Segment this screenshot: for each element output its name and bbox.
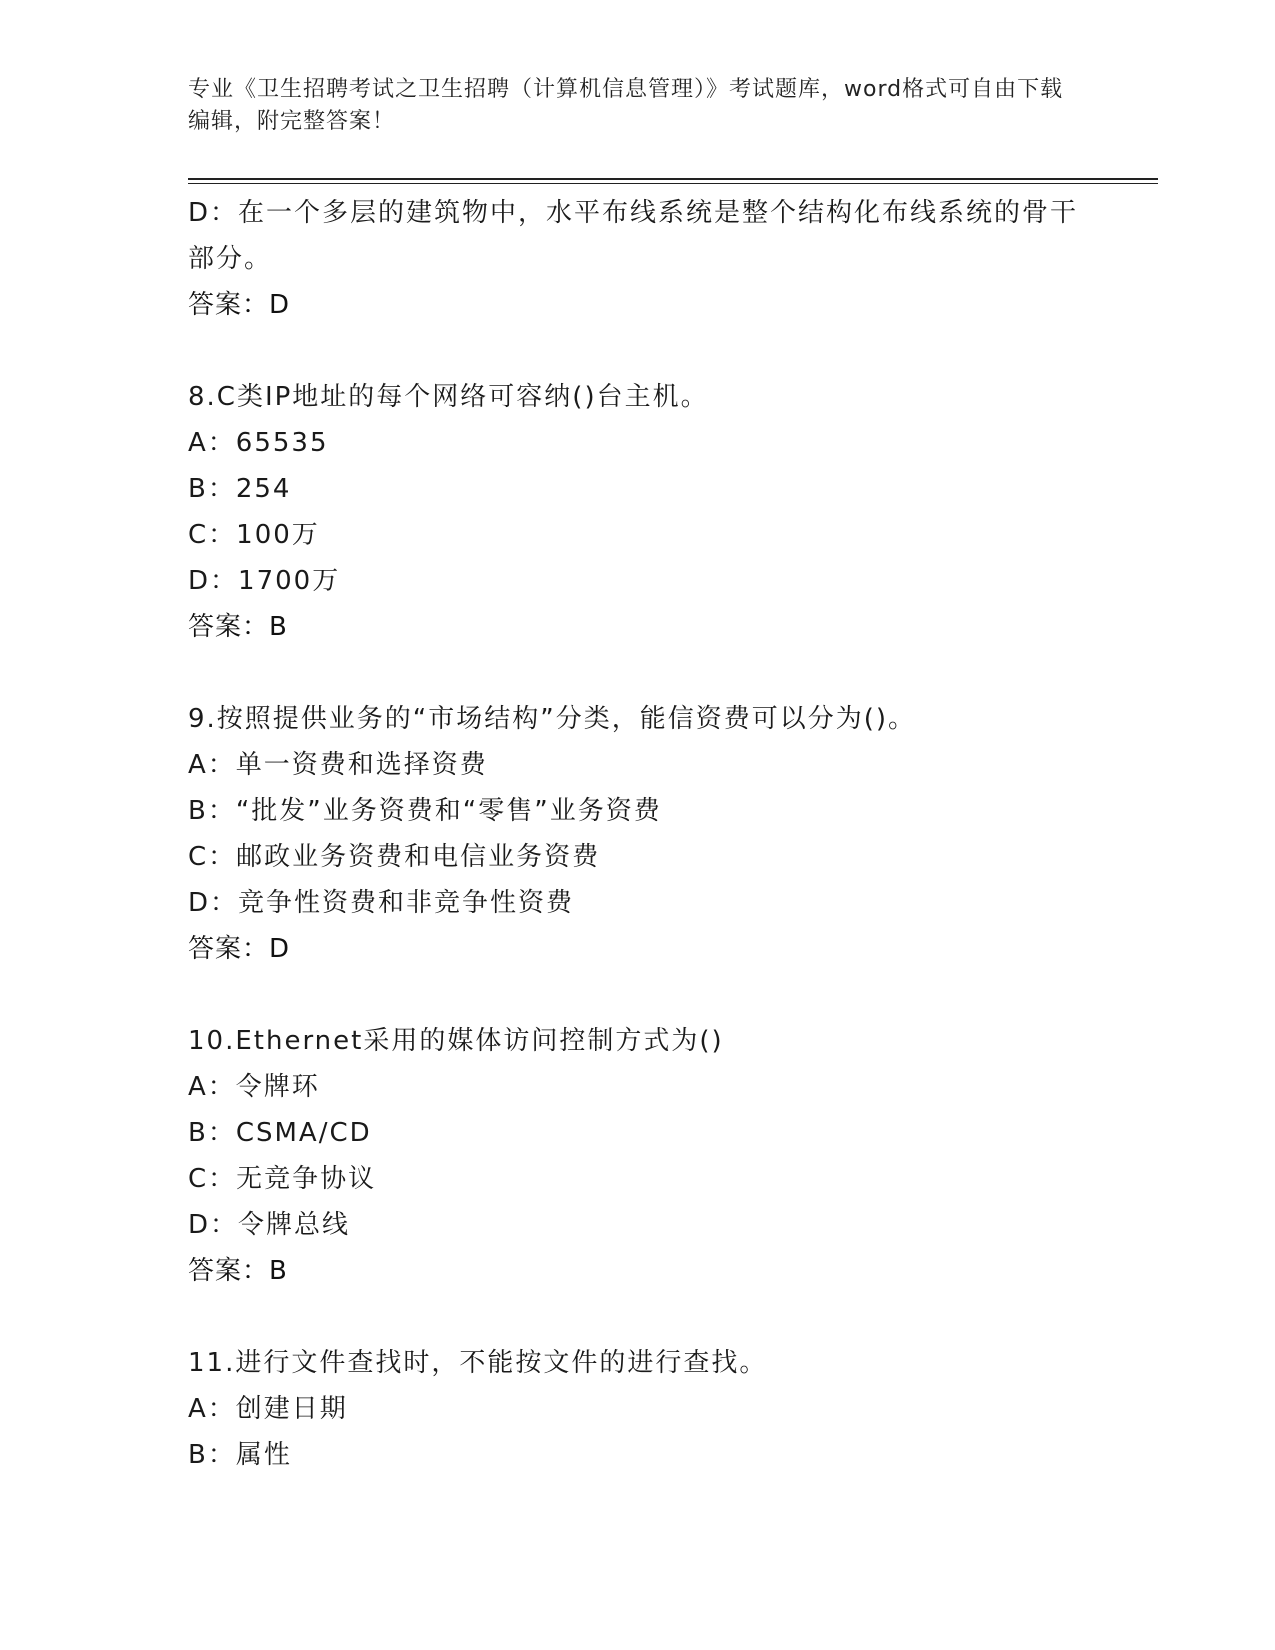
option-b: B：254 <box>188 474 292 504</box>
option-d: D：竞争性资费和非竞争性资费 <box>188 888 575 918</box>
question-stem: 8.C类IP地址的每个网络可容纳()台主机。 <box>188 382 709 412</box>
option-c: C：100万 <box>188 520 320 550</box>
question-stem: 9.按照提供业务的“市场结构”分类，能信资费可以分为()。 <box>188 704 917 734</box>
option-c: C：无竞争协议 <box>188 1164 377 1194</box>
question-9 <box>188 696 1088 972</box>
option-c: C：邮政业务资费和电信业务资费 <box>188 842 601 872</box>
option-d: D：1700万 <box>188 566 341 596</box>
option-a: A：65535 <box>188 428 329 458</box>
option-b: B：“批发”业务资费和“零售”业务资费 <box>188 796 662 826</box>
question-8 <box>188 374 1088 650</box>
option-d: D：令牌总线 <box>188 1210 351 1240</box>
question-stem: 11.进行文件查找时，不能按文件的进行查找。 <box>188 1348 768 1378</box>
question-10 <box>188 1018 1088 1294</box>
option-b: B：属性 <box>188 1440 292 1470</box>
option-a: A：单一资费和选择资费 <box>188 750 488 780</box>
option-d: D：在一个多层的建筑物中，水平布线系统是整个结构化布线系统的骨干部分。 <box>188 198 1079 274</box>
option-a: A：创建日期 <box>188 1394 348 1424</box>
header-rule-thin <box>188 183 1158 184</box>
answer-line: 答案：B <box>188 1256 288 1286</box>
question-11 <box>188 1340 1088 1478</box>
question-7-tail <box>188 190 1088 328</box>
answer-line: 答案：B <box>188 612 288 642</box>
option-b: B：CSMA/CD <box>188 1118 372 1148</box>
document-header: 专业《卫生招聘考试之卫生招聘（计算机信息管理）》考试题库，word格式可自由下载编辑，附完整答案！ <box>188 77 1064 134</box>
header-rule-thick <box>188 178 1158 180</box>
option-a: A：令牌环 <box>188 1072 320 1102</box>
answer-line: 答案：D <box>188 934 291 964</box>
question-stem: 10.Ethernet采用的媒体访问控制方式为() <box>188 1026 724 1056</box>
answer-line: 答案：D <box>188 290 291 320</box>
document-body <box>188 190 1088 1478</box>
